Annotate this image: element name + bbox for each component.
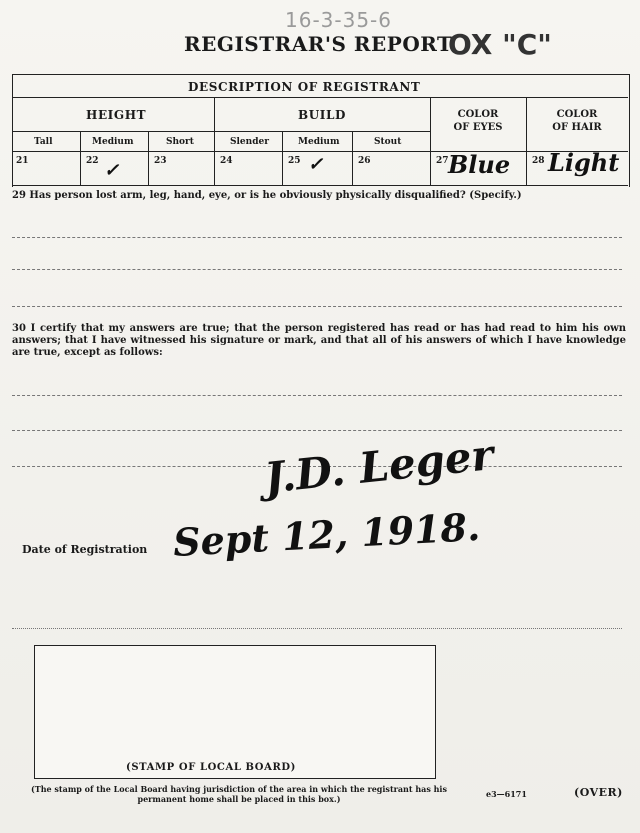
table-divider xyxy=(430,98,431,186)
answer-line xyxy=(12,306,622,307)
field-number: 25 xyxy=(288,156,301,166)
field-number: 21 xyxy=(16,156,29,166)
local-board-stamp-box xyxy=(34,645,436,779)
field-number: 22 xyxy=(86,156,99,166)
date-of-registration-value: Sept 12, 1918. xyxy=(172,503,482,565)
build-medium-label: Medium xyxy=(298,137,340,147)
answer-line xyxy=(12,395,622,396)
separator-line xyxy=(12,628,622,629)
field-number: 23 xyxy=(154,156,167,166)
answer-line xyxy=(12,430,622,431)
field-number: 24 xyxy=(220,156,233,166)
date-of-registration-label: Date of Registration xyxy=(22,543,148,556)
answer-line xyxy=(12,237,622,238)
hair-color-label: COLOR OF HAIR xyxy=(552,109,602,133)
table-divider xyxy=(148,131,149,186)
table-divider xyxy=(214,98,215,186)
table-divider xyxy=(12,151,628,152)
height-medium-label: Medium xyxy=(92,137,134,147)
table-divider xyxy=(526,98,527,186)
form-code: e3—6171 xyxy=(486,789,527,799)
pencil-annotation: 16-3-35-6 xyxy=(285,8,392,32)
question-29: 29 Has person lost arm, leg, hand, eye, or is he obviously physically disqualified? (Specify.) xyxy=(12,190,522,201)
field-number: 27 xyxy=(436,156,449,166)
stamp-box-label: (STAMP OF LOCAL BOARD) xyxy=(126,762,296,773)
height-short-label: Short xyxy=(166,137,194,147)
table-divider xyxy=(12,97,628,98)
table-divider xyxy=(12,185,628,186)
build-stout-label: Stout xyxy=(374,137,402,147)
height-group-label: HEIGHT xyxy=(86,108,147,122)
table-divider xyxy=(80,131,81,186)
build-slender-label: Slender xyxy=(230,137,269,147)
description-heading: DESCRIPTION OF REGISTRANT xyxy=(188,80,421,94)
eye-color-value: Blue xyxy=(448,150,511,179)
hair-color-value: Light xyxy=(548,148,620,177)
question-30: 30 I certify that my answers are true; that the person registered has read or has had read to him his own answers; that I have witnessed his signature or mark, and that all of his answers of which I have knowledge are true, except as follows: xyxy=(12,323,626,358)
table-divider xyxy=(352,131,353,186)
field-number: 28 xyxy=(532,156,545,166)
height-tall-label: Tall xyxy=(34,137,53,147)
table-divider xyxy=(12,131,430,132)
form-title: REGISTRAR'S REPORT xyxy=(184,32,453,56)
answer-line xyxy=(12,269,622,270)
table-divider xyxy=(282,131,283,186)
field-number: 26 xyxy=(358,156,371,166)
registrar-signature: J.D. Leger xyxy=(262,429,496,503)
build-medium-check: ✓ xyxy=(308,154,324,175)
eye-color-label: COLOR OF EYES xyxy=(453,109,503,133)
title-handwritten-mark: OX "C" xyxy=(448,28,552,61)
over-indicator: (OVER) xyxy=(574,786,623,799)
height-medium-check: ✓ xyxy=(104,160,120,181)
stamp-instructions: (The stamp of the Local Board having jurisdiction of the area in which the registrant has his permanent home shall be placed in this box.) xyxy=(31,784,447,804)
build-group-label: BUILD xyxy=(298,108,347,122)
